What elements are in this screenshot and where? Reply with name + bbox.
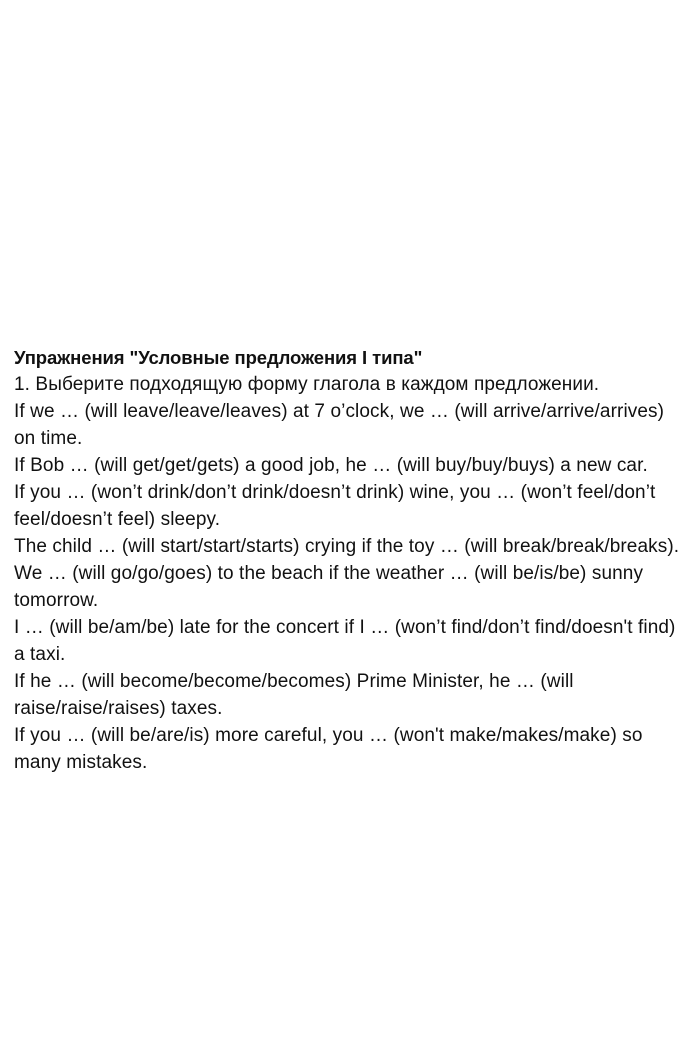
- sentence-3: If you … (won’t drink/don’t drink/doesn’t drink) wine, you … (won’t feel/don’t feel/doesn’t feel) sleepy.: [14, 482, 656, 530]
- sentence-4: The child … (will start/start/starts) crying if the toy … (will break/break/breaks).: [14, 536, 680, 557]
- sentence-5: We … (will go/go/goes) to the beach if the weather … (will be/is/be) sunny tomorrow.: [14, 563, 644, 611]
- sentence-8: If you … (will be/are/is) more careful, you … (won't make/makes/make) so many mistakes.: [14, 725, 643, 773]
- exercise-title: Упражнения "Условные предложения I типа": [14, 347, 423, 368]
- exercise-document: [14, 344, 686, 776]
- sentence-2: If Bob … (will get/get/gets) a good job, he … (will buy/buy/buys) a new car.: [14, 455, 648, 476]
- sentence-6: I … (will be/am/be) late for the concert if I … (won’t find/don’t find/doesn't find) a taxi.: [14, 617, 676, 665]
- exercise-instruction: 1. Выберите подходящую форму глагола в каждом предложении.: [14, 374, 600, 395]
- sentence-1: If we … (will leave/leave/leaves) at 7 o’clock, we … (will arrive/arrive/arrives) on time.: [14, 401, 665, 449]
- sentence-7: If he … (will become/become/becomes) Prime Minister, he … (will raise/raise/raises) taxes.: [14, 671, 574, 719]
